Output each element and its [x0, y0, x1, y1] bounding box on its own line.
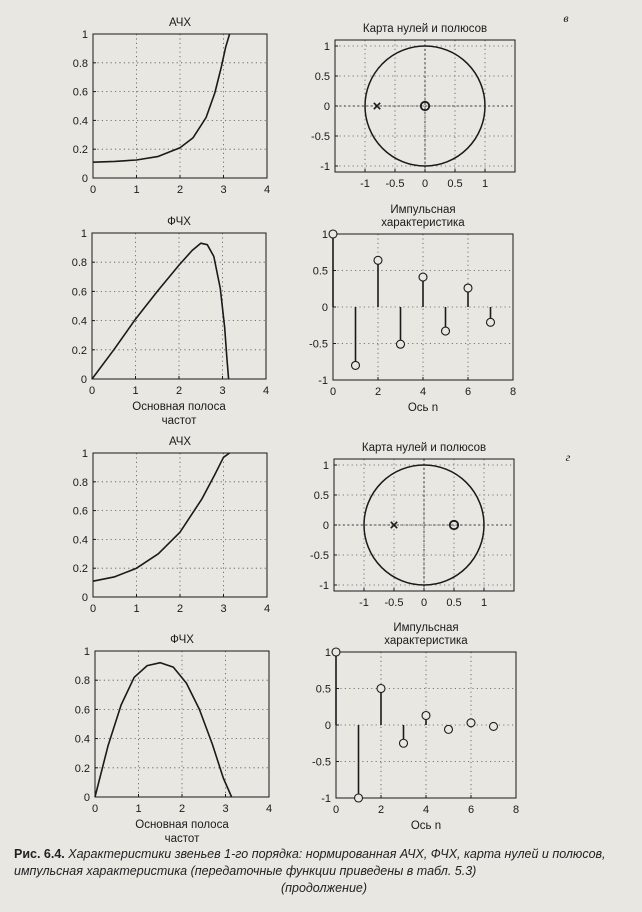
x-tick-label: 2 [176, 184, 184, 196]
x-tick-label: 2 [178, 803, 186, 815]
y-tick-label: 0 [81, 592, 88, 604]
x-tick-label: 8 [512, 804, 520, 816]
x-tick-label: 6 [464, 386, 472, 398]
y-tick-label: 0.2 [72, 144, 88, 157]
plot-frame [93, 34, 267, 178]
y-tick-label: -0.5 [310, 550, 329, 562]
caption-continuation: (продолжение) [280, 881, 368, 895]
x-tick-label: 1 [132, 385, 139, 397]
x-axis-label: Ось n [407, 402, 439, 414]
chart-panel-3 [72, 216, 269, 427]
x-tick-label: 6 [467, 804, 475, 816]
x-tick-label: 0 [88, 385, 96, 397]
y-tick-label: 0.4 [71, 315, 87, 328]
y-tick-label: -1 [321, 793, 331, 805]
chart-title: характеристика [384, 635, 468, 647]
stem-marker [400, 739, 408, 747]
stem-marker [377, 685, 385, 693]
x-tick-label: -0.5 [384, 597, 404, 609]
figure-caption [14, 846, 634, 897]
x-tick-label: -1 [360, 178, 370, 190]
x-tick-label: 0 [91, 803, 99, 815]
x-tick-label: -0.5 [385, 178, 405, 190]
y-tick-label: -1 [318, 375, 328, 387]
stem-marker [445, 725, 453, 733]
x-axis-label: Ось n [410, 820, 442, 832]
panel-letter: в [563, 11, 569, 25]
stem-marker [464, 284, 472, 292]
y-tick-label: 0.8 [74, 675, 90, 688]
y-tick-label: 0.2 [74, 762, 90, 775]
y-tick-label: 0.6 [72, 505, 88, 518]
y-tick-label: 0.5 [314, 71, 330, 83]
y-tick-label: -1 [320, 161, 330, 173]
stem-marker [374, 256, 382, 264]
y-tick-label: 0 [80, 374, 87, 386]
y-tick-label: 0.6 [72, 86, 88, 99]
x-axis-label: частот [161, 415, 197, 427]
chart-panel-8 [312, 622, 519, 832]
x-axis-label: Основная полоса [135, 819, 229, 831]
y-tick-label: 0.8 [72, 57, 88, 70]
x-tick-label: 0.5 [446, 597, 462, 609]
y-tick-label: -0.5 [312, 756, 331, 769]
x-tick-label: 0 [89, 184, 97, 196]
x-axis-label: частот [164, 833, 200, 845]
series-line [95, 663, 232, 797]
y-tick-label: 0 [323, 101, 330, 113]
stem-marker [397, 340, 405, 348]
y-tick-label: 1 [322, 460, 329, 472]
chart-title: АЧХ [168, 17, 192, 29]
x-tick-label: 0 [420, 597, 428, 609]
y-tick-label: 0 [321, 302, 328, 314]
series-line [93, 453, 230, 581]
chart-title: АЧХ [168, 436, 192, 448]
x-tick-label: 2 [377, 804, 385, 816]
y-tick-label: 0.8 [71, 257, 87, 270]
y-tick-label: -0.5 [309, 338, 328, 351]
panel-letter: г [565, 450, 571, 464]
y-tick-label: 1 [81, 448, 88, 460]
x-tick-label: 1 [133, 184, 140, 196]
chart-panel-7 [75, 634, 272, 845]
chart-title: характеристика [381, 217, 465, 229]
x-tick-label: 0 [89, 603, 97, 615]
chart-panel-6 [310, 442, 514, 609]
x-tick-label: 4 [262, 385, 270, 397]
series-line [93, 34, 230, 162]
stem-marker [490, 722, 498, 730]
x-tick-label: 2 [374, 386, 382, 398]
stem-marker [329, 230, 337, 238]
caption-label: Рис. 6.4. [14, 847, 65, 861]
chart-title: ФЧХ [167, 216, 191, 228]
x-axis-label: Основная полоса [132, 401, 226, 413]
y-tick-label: 0.6 [71, 286, 87, 299]
y-tick-label: 1 [323, 41, 330, 53]
y-tick-label: 0.5 [315, 683, 331, 696]
x-tick-label: 1 [133, 603, 140, 615]
stem-marker [355, 794, 363, 802]
x-tick-label: 4 [265, 803, 273, 815]
x-tick-label: 1 [481, 178, 489, 190]
x-tick-label: 4 [263, 603, 271, 615]
chart-title: Импульсная [390, 204, 456, 216]
y-tick-label: 0.4 [74, 733, 90, 746]
stem-marker [442, 327, 450, 335]
chart-panel-1 [73, 17, 270, 196]
y-tick-label: 0.2 [71, 344, 87, 357]
x-tick-label: 0.5 [447, 178, 463, 190]
y-tick-label: 0 [83, 792, 90, 804]
y-tick-label: 1 [83, 646, 90, 658]
y-tick-label: 0.2 [72, 563, 88, 576]
y-tick-label: 1 [81, 29, 88, 41]
y-tick-label: 0.6 [74, 704, 90, 717]
stem-marker [332, 648, 340, 656]
x-tick-label: 2 [175, 385, 183, 397]
x-tick-label: 3 [219, 385, 226, 397]
x-tick-label: 1 [135, 803, 142, 815]
y-tick-label: 0.4 [72, 534, 88, 547]
chart-panel-2 [311, 23, 515, 190]
x-tick-label: 0 [329, 386, 337, 398]
x-tick-label: 4 [422, 804, 430, 816]
chart-title: Карта нулей и полюсов [362, 23, 488, 35]
x-tick-label: 4 [419, 386, 427, 398]
x-tick-label: 2 [176, 603, 184, 615]
stem-marker [467, 719, 475, 727]
y-tick-label: -1 [319, 580, 329, 592]
stem-marker [487, 318, 495, 326]
x-tick-label: -1 [359, 597, 369, 609]
y-tick-label: 0 [324, 720, 331, 732]
chart-title: Карта нулей и полюсов [361, 442, 487, 454]
x-tick-label: 0 [332, 804, 340, 816]
y-tick-label: -0.5 [311, 131, 330, 143]
stem-marker [419, 273, 427, 281]
y-tick-label: 1 [80, 228, 87, 240]
chart-panel-5 [73, 436, 270, 615]
y-tick-label: 0 [81, 173, 88, 185]
series-line [92, 243, 229, 379]
x-tick-label: 8 [509, 386, 517, 398]
y-tick-label: 0.5 [313, 490, 329, 502]
x-tick-label: 3 [220, 603, 227, 615]
stem-marker [352, 361, 360, 369]
y-tick-label: 0.4 [72, 115, 88, 128]
x-tick-label: 1 [480, 597, 488, 609]
x-tick-label: 4 [263, 184, 271, 196]
y-tick-label: 0 [322, 520, 329, 532]
chart-panel-4 [309, 204, 516, 414]
chart-title: ФЧХ [170, 634, 194, 646]
y-tick-label: 1 [324, 647, 331, 659]
chart-title: Импульсная [393, 622, 459, 634]
y-tick-label: 0.5 [312, 265, 328, 278]
y-tick-label: 0.8 [72, 476, 88, 489]
y-tick-label: 1 [321, 229, 328, 241]
x-tick-label: 0 [421, 178, 429, 190]
stem-marker [422, 712, 430, 720]
x-tick-label: 3 [222, 803, 229, 815]
caption-text: Характеристики звеньев 1-го порядка: нормированная АЧХ, ФЧХ, карта нулей и полюсов, импульсная характеристика (передаточные функции приведены в табл. 5.3) [14, 847, 606, 878]
x-tick-label: 3 [220, 184, 227, 196]
